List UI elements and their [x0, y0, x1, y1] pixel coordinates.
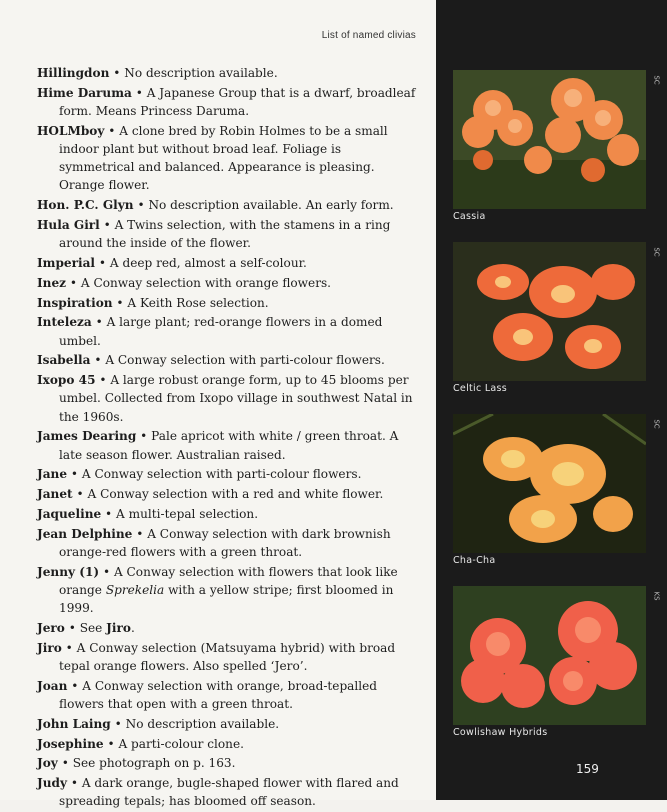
list-item: [37, 196, 417, 214]
entry-name: Jero: [37, 620, 65, 635]
entry-name: Josephine: [37, 736, 104, 751]
entry-text: No description available.: [125, 716, 280, 731]
entry-name: Hime Daruma: [37, 85, 132, 100]
list-item: [37, 505, 417, 523]
bullet-separator: •: [136, 526, 144, 541]
list-item: [37, 122, 417, 195]
entry-text: Pale apricot with white / green throat. A late season flower. Australian raised.: [59, 429, 399, 462]
photo-celtic-lass: [453, 242, 646, 381]
bullet-separator: •: [113, 66, 121, 80]
credit-cha-cha: SC: [652, 419, 661, 429]
list-item: [37, 563, 417, 618]
entry-name: Imperial: [37, 256, 96, 270]
bullet-separator: •: [70, 467, 79, 482]
list-item: [37, 525, 417, 561]
entry-text: A parti-colour clone.: [118, 736, 244, 751]
caption-cha-cha: Cha-Cha: [453, 555, 496, 566]
caption-cowlishaw-hybrids: Cowlishaw Hybrids: [453, 727, 548, 738]
entry-name: Hon. P.C. Glyn: [37, 198, 134, 213]
entry-name: Joan: [37, 678, 68, 693]
entry-name: Inez: [37, 275, 67, 290]
entry-text: A Conway selection with orange, broad-tepalled flowers that open with a green throat.: [59, 678, 378, 711]
entry-text: A large robust orange form, up to 45 blooms per umbel. Collected from Ixopo village in southwest Natal in the 1960s.: [59, 373, 413, 424]
entry-italic: Sprekelia: [105, 582, 165, 597]
entry-name: James Dearing: [37, 429, 137, 444]
entry-name: John Laing: [37, 716, 111, 731]
bullet-separator: •: [68, 620, 76, 635]
entry-text: A deep red, almost a self-colour.: [109, 256, 307, 270]
entry-text: A Conway selection with parti-colour flowers.: [105, 353, 385, 368]
entry-text: A Keith Rose selection.: [127, 295, 269, 310]
entry-text: No description available. An early form.: [148, 198, 394, 213]
entry-name: Jiro: [37, 640, 62, 655]
bullet-separator: •: [61, 756, 69, 771]
list-item: [37, 294, 417, 312]
list-item: [37, 371, 417, 426]
entry-name: Isabella: [37, 353, 91, 368]
entry-name: Hula Girl: [37, 218, 100, 232]
bullet-separator: •: [116, 295, 124, 310]
entry-text: A dark orange, bugle-shaped flower with flared and spreading tepals; has bloomed off season.: [59, 776, 399, 809]
list-item: [37, 619, 417, 637]
list-item: [37, 64, 417, 82]
list-item: [37, 351, 417, 369]
entry-text: A Conway selection with a red and white flower.: [87, 487, 384, 502]
caption-cassia: Cassia: [453, 211, 486, 222]
running-header: List of named clivias: [321, 30, 416, 41]
list-item: [37, 274, 417, 292]
entry-text: A clone bred by Robin Holmes to be a small indoor plant but without broad leaf. Foliage is symmetrical and balanced. Appearance is pleasing. Orange flower.: [59, 123, 388, 193]
entry-text: .: [130, 620, 135, 635]
bullet-separator: •: [114, 716, 122, 731]
entry-name: Jenny (1): [37, 564, 100, 579]
bullet-separator: •: [76, 487, 84, 502]
bullet-separator: •: [65, 640, 73, 655]
credit-celtic-lass: SC: [652, 247, 661, 257]
entry-text: A multi-tepal selection.: [116, 506, 259, 521]
bullet-separator: •: [107, 736, 115, 751]
entry-name: Judy: [37, 776, 67, 791]
entry-name: Janet: [37, 487, 73, 502]
list-item: [37, 485, 417, 503]
photo-cha-cha: [453, 414, 646, 553]
list-item: [37, 465, 417, 483]
credit-cowlishaw-hybrids: KS: [652, 591, 661, 601]
bullet-separator: •: [135, 85, 143, 100]
bullet-separator: •: [102, 564, 111, 579]
bullet-separator: •: [137, 198, 145, 213]
bullet-separator: •: [108, 123, 116, 138]
page-number: 159: [576, 762, 599, 776]
list-item: [37, 254, 417, 272]
bullet-separator: •: [99, 373, 107, 388]
entry-text: A Conway selection with orange flowers.: [80, 275, 332, 290]
bullet-separator: •: [103, 218, 111, 232]
bullet-separator: •: [69, 275, 78, 290]
entry-text: See: [79, 620, 107, 635]
entry-name: Inspiration: [37, 295, 113, 310]
entry-text: A large plant; red-orange flowers in a domed umbel.: [59, 315, 383, 348]
bullet-separator: •: [94, 353, 102, 368]
entry-text: A Conway selection with dark brownish orange-red flowers with a green throat.: [59, 526, 391, 559]
bullet-separator: •: [140, 429, 148, 444]
entry-name: HOLMboy: [37, 123, 105, 138]
photo-cowlishaw-hybrids: [453, 586, 646, 725]
credit-cassia: SC: [652, 75, 661, 85]
bullet-separator: •: [105, 506, 113, 521]
entry-text: A Twins selection, with the stamens in a ring around the inside of the flower.: [59, 218, 391, 251]
entry-name: Ixopo 45: [37, 373, 96, 388]
entry-text: A Conway selection with parti-colour flowers.: [81, 467, 362, 482]
bullet-separator: •: [71, 678, 79, 693]
list-item: [37, 677, 417, 713]
bullet-separator: •: [95, 315, 103, 330]
clivia-list: [37, 64, 417, 812]
list-item: [37, 216, 417, 252]
list-item: [37, 84, 417, 120]
photo-sidebar: [436, 0, 667, 800]
entry-name: Hillingdon: [37, 66, 110, 80]
photo-cassia: [453, 70, 646, 209]
entry-cross-reference: Jiro: [106, 620, 131, 635]
entry-text: A Japanese Group that is a dwarf, broadleaf form. Means Princess Daruma.: [59, 85, 416, 118]
entry-name: Inteleza: [37, 315, 92, 330]
bullet-separator: •: [98, 256, 107, 270]
entry-text: A Conway selection (Matsuyama hybrid) with broad tepal orange flowers. Also spelled ‘Jero’.: [59, 640, 396, 673]
entry-name: Jean Delphine: [37, 526, 133, 541]
list-item: [37, 754, 417, 772]
list-item: [37, 313, 417, 349]
list-item: [37, 735, 417, 753]
entry-text: No description available.: [124, 66, 278, 80]
list-item: [37, 639, 417, 675]
bullet-separator: •: [70, 776, 78, 791]
list-item: [37, 774, 417, 810]
entry-text: with a yellow stripe; first bloomed in 1999.: [59, 582, 394, 616]
entry-name: Joy: [37, 756, 58, 771]
list-item: [37, 427, 417, 463]
entry-name: Jaqueline: [37, 506, 102, 521]
list-item: [37, 715, 417, 733]
caption-celtic-lass: Celtic Lass: [453, 383, 508, 394]
entry-name: Jane: [37, 467, 68, 482]
entry-text: See photograph on p. 163.: [72, 756, 236, 771]
entry-text: A Conway selection with flowers that look like orange: [59, 564, 398, 597]
